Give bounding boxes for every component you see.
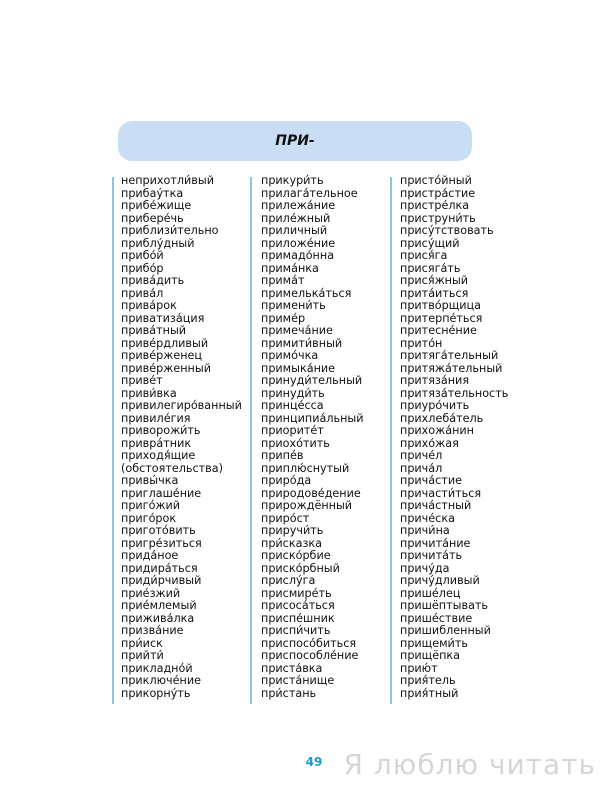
word-entry: прие́зжий — [121, 586, 181, 600]
word-entry: прися́га — [400, 249, 448, 262]
word-entry: причасти́ться — [400, 486, 482, 500]
word-entry: приста́нище — [261, 674, 335, 687]
word-entry: придира́ться — [121, 561, 198, 575]
page-number: 49 — [305, 755, 323, 769]
word-entry: примыка́ние — [261, 361, 336, 375]
word-entry: притяжа́тельный — [400, 361, 503, 375]
word-entry: прича́стный — [400, 499, 472, 512]
word-entry: примо́чка — [261, 349, 319, 362]
word-entry: присяга́ть — [400, 261, 461, 275]
word-entry: прива́рок — [121, 299, 177, 312]
word-entry: прито́н — [400, 336, 443, 350]
word-entry: прилежа́ние — [261, 199, 336, 212]
word-entry: прива́дить — [121, 274, 185, 287]
word-entry: прива́тный — [121, 324, 187, 337]
word-entry: прихлеба́тель — [400, 411, 484, 425]
word-entry: приди́рчивый — [121, 574, 202, 587]
word-entry: притяза́тельность — [400, 386, 509, 400]
word-entry: неприхотли́вый — [121, 174, 214, 187]
word-entry: прибе́жище — [121, 199, 192, 212]
word-entry: приспе́шник — [261, 611, 335, 625]
word-entry: примелька́ться — [261, 286, 352, 300]
word-entry: пристре́лка — [400, 199, 470, 212]
word-entry: приле́жный — [261, 211, 331, 225]
word-entry: приче́л — [400, 449, 443, 462]
word-entry: приви́вка — [121, 386, 177, 400]
word-entry: примити́вный — [261, 336, 343, 350]
word-entry: причи́на — [400, 524, 450, 537]
word-entry: прима́нка — [261, 261, 319, 275]
word-entry: прие́млемый — [121, 599, 197, 612]
word-entry: приве́рдливый — [121, 336, 209, 350]
word-entry: приличный — [261, 224, 328, 237]
word-entry: при́иск — [121, 636, 163, 650]
word-entry: принуди́тельный — [261, 374, 363, 387]
word-entry: прису́тствовать — [400, 224, 494, 237]
word-entry: прибере́чь — [121, 211, 184, 225]
word-entry: приклaдно́й — [121, 661, 193, 675]
word-entry: притяга́тельный — [400, 349, 499, 362]
word-entry: прихожа́нин — [400, 424, 474, 437]
word-entry: прима́т — [261, 274, 305, 287]
word-column-3 — [400, 175, 540, 700]
word-entry: принуди́ть — [261, 386, 325, 400]
section-banner — [118, 121, 472, 161]
word-entry: приручи́ть — [261, 524, 324, 537]
word-entry: причу́дливый — [400, 574, 480, 587]
word-entry: приве́рженец — [121, 349, 203, 362]
word-entry: приго́жий — [121, 499, 181, 512]
word-entry: прилага́тельное — [261, 186, 358, 200]
word-entry: прикури́ть — [261, 174, 324, 187]
word-entry: присоса́ться — [261, 599, 335, 612]
word-entry: привиле́гия — [121, 411, 191, 425]
word-entry: прижива́лка — [121, 611, 195, 625]
word-entry: примадо́нна — [261, 249, 335, 262]
word-entry: приспособле́ние — [261, 649, 359, 662]
word-entry: прися́жный — [400, 274, 469, 287]
word-entry: приструни́ть — [400, 211, 476, 225]
column-rule-left — [112, 177, 114, 704]
word-entry: причита́ние — [400, 536, 471, 550]
word-entry: приходя́щие — [121, 449, 196, 462]
word-entry: приве́рженный — [121, 361, 211, 375]
word-entry: приве́т — [121, 374, 163, 387]
word-entry: прию́т — [400, 661, 438, 675]
word-entry: (обстоятельства) — [121, 461, 223, 475]
word-entry: пришёптывать — [400, 599, 489, 612]
word-entry: присмире́ть — [261, 586, 332, 600]
word-entry: прише́лец — [400, 586, 461, 600]
word-entry: приста́вка — [261, 661, 323, 675]
word-entry: приме́р — [261, 311, 306, 325]
word-entry: причу́да — [400, 561, 450, 575]
word-entry: принце́сса — [261, 399, 324, 412]
word-entry: прищеми́ть — [400, 636, 468, 650]
word-entry: природове́дение — [261, 486, 361, 500]
word-entry: притерпе́ться — [400, 311, 483, 325]
word-entry: прива́л — [121, 286, 164, 300]
word-entry: приорите́т — [261, 424, 324, 437]
word-entry: приворожи́ть — [121, 424, 201, 437]
word-entry: притесне́ние — [400, 324, 477, 337]
word-entry: примеча́ние — [261, 324, 333, 337]
word-entry: прису́щий — [400, 236, 460, 250]
word-entry: прише́ствие — [400, 611, 473, 625]
word-entry: приго́рок — [121, 511, 177, 525]
word-entry: приключе́ние — [121, 674, 201, 687]
word-entry: приуро́чить — [400, 399, 470, 412]
word-entry: присто́йный — [400, 174, 472, 187]
word-entry: притяза́ния — [400, 374, 470, 387]
word-entry: прибау́тка — [121, 186, 184, 200]
word-entry: прислу́га — [261, 574, 316, 587]
word-entry: призва́ние — [121, 624, 184, 637]
word-entry: причита́ть — [400, 549, 463, 562]
word-entry: приче́ска — [400, 511, 455, 525]
word-entry: приспи́чить — [261, 624, 331, 637]
word-entry: приро́да — [261, 474, 312, 487]
word-entry: привилегиро́ванный — [121, 399, 242, 412]
word-entry: примени́ть — [261, 299, 326, 312]
word-entry: прича́л — [400, 461, 443, 475]
word-entry: прича́стие — [400, 474, 462, 487]
word-entry: принципиа́льный — [261, 411, 364, 425]
word-column-2 — [261, 175, 401, 700]
section-title: ПРИ- — [275, 133, 315, 149]
word-entry: прийти́ — [121, 649, 164, 662]
word-entry: прида́ное — [121, 549, 179, 562]
word-entry: прибо́р — [121, 261, 164, 275]
word-entry: приблизи́тельно — [121, 224, 219, 237]
word-entry: приврáтник — [121, 436, 192, 450]
word-entry: притво́рщица — [400, 299, 482, 312]
word-entry: приспосо́биться — [261, 636, 357, 650]
word-entry: припе́в — [261, 449, 304, 462]
word-entry: пригре́зиться — [121, 536, 202, 550]
word-entry: при́стань — [261, 686, 317, 700]
word-entry: прибо́й — [121, 249, 164, 262]
word-entry: приохо́тить — [261, 436, 330, 450]
word-entry: приватиза́ция — [121, 311, 205, 325]
word-entry: прирождённый — [261, 499, 353, 512]
word-entry: приглаше́ние — [121, 486, 202, 500]
word-entry: пригото́вить — [121, 524, 196, 537]
word-column-1 — [121, 175, 261, 700]
word-entry: пришибленный — [400, 624, 491, 637]
word-entry: приро́ст — [261, 511, 310, 525]
word-entry: прихо́жая — [400, 436, 459, 450]
word-entry: прия́тель — [400, 674, 456, 687]
word-entry: прита́иться — [400, 286, 469, 300]
word-entry: прищёпка — [400, 649, 461, 662]
word-entry: при́сказка — [261, 536, 323, 550]
word-entry: приложе́ние — [261, 236, 336, 250]
word-entry: приплю́снутый — [261, 461, 350, 475]
word-entry: приско́рбный — [261, 561, 340, 575]
word-entry: прия́тный — [400, 686, 459, 700]
word-entry: приблу́дный — [121, 236, 195, 250]
word-entry: приско́рбие — [261, 549, 331, 562]
word-entry: прикорну́ть — [121, 686, 191, 700]
watermark: Я люблю читать — [343, 748, 596, 781]
word-entry: пристра́стие — [400, 186, 476, 200]
word-entry: привы́чка — [121, 474, 179, 487]
